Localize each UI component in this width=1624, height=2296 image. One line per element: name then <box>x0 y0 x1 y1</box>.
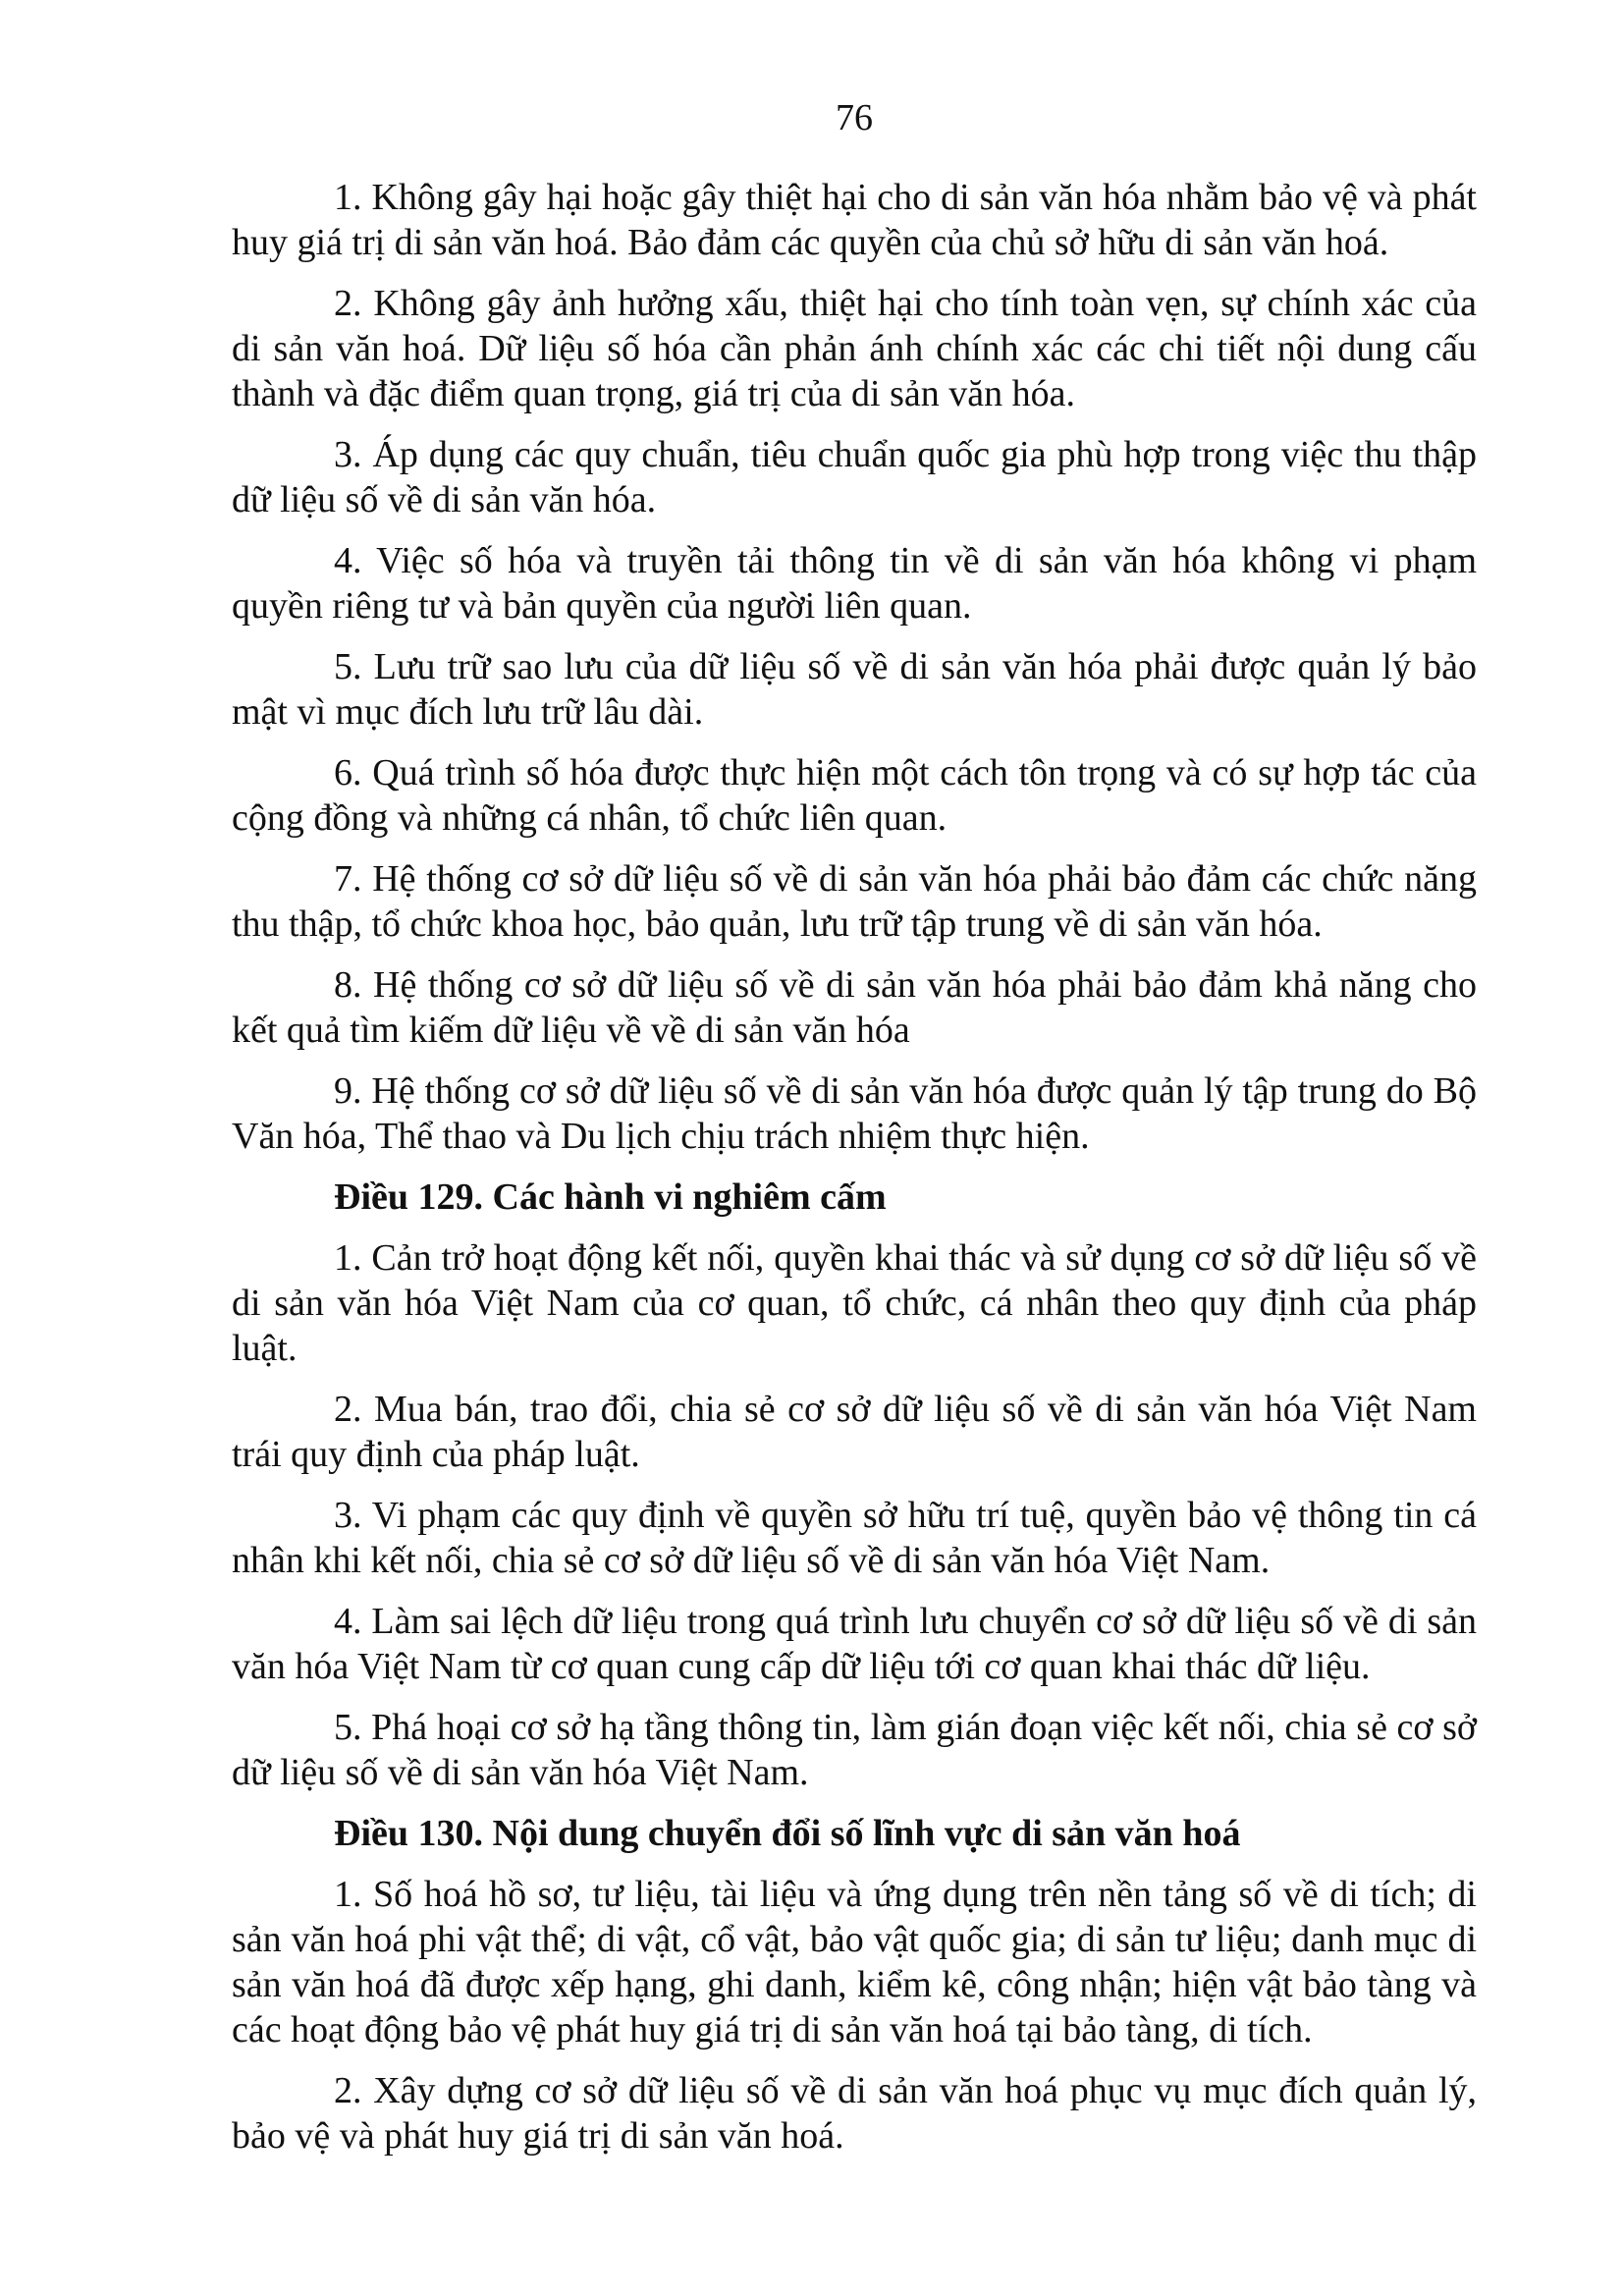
paragraph: 3. Vi phạm các quy định về quyền sở hữu trí tuệ, quyền bảo vệ thông tin cá nhân khi kết nối, chia sẻ cơ sở dữ liệu số về di sản văn hóa Việt Nam. <box>232 1495 1477 1581</box>
paragraph: 7. Hệ thống cơ sở dữ liệu số về di sản văn hóa phải bảo đảm các chức năng thu thập, tổ chức khoa học, bảo quản, lưu trữ tập trung về di sản văn hóa. <box>232 858 1477 945</box>
paragraph: 5. Lưu trữ sao lưu của dữ liệu số về di sản văn hóa phải được quản lý bảo mật vì mục đích lưu trữ lâu dài. <box>232 646 1477 733</box>
paragraph: 4. Làm sai lệch dữ liệu trong quá trình lưu chuyển cơ sở dữ liệu số về di sản văn hóa Việt Nam từ cơ quan cung cấp dữ liệu tới cơ quan khai thác dữ liệu. <box>232 1601 1477 1687</box>
paragraph: 1. Số hoá hồ sơ, tư liệu, tài liệu và ứng dụng trên nền tảng số về di tích; di sản văn hoá phi vật thể; di vật, cổ vật, bảo vật quốc gia; di sản tư liệu; danh mục di sản văn hoá đã được xếp hạng, ghi danh, kiểm kê, công nhận; hiện vật bảo tàng và các hoạt động bảo vệ phát huy giá trị di sản văn hoá tại bảo tàng, di tích. <box>232 1874 1477 2050</box>
paragraph: 1. Cản trở hoạt động kết nối, quyền khai thác và sử dụng cơ sở dữ liệu số về di sản văn hóa Việt Nam của cơ quan, tổ chức, cá nhân theo quy định của pháp luật. <box>232 1237 1477 1369</box>
paragraph: 2. Không gây ảnh hưởng xấu, thiệt hại cho tính toàn vẹn, sự chính xác của di sản văn hoá. Dữ liệu số hóa cần phản ánh chính xác các chi tiết nội dung cấu thành và đặc điểm quan trọng, giá trị của di sản văn hóa. <box>232 283 1477 414</box>
paragraph: 6. Quá trình số hóa được thực hiện một cách tôn trọng và có sự hợp tác của cộng đồng và những cá nhân, tổ chức liên quan. <box>232 752 1477 839</box>
article-heading: Điều 130. Nội dung chuyển đổi số lĩnh vực di sản văn hoá <box>334 1813 1241 1854</box>
paragraph: 1. Không gây hại hoặc gây thiệt hại cho di sản văn hóa nhằm bảo vệ và phát huy giá trị di sản văn hoá. Bảo đảm các quyền của chủ sở hữu di sản văn hoá. <box>232 177 1477 263</box>
paragraph: 3. Áp dụng các quy chuẩn, tiêu chuẩn quốc gia phù hợp trong việc thu thập dữ liệu số về di sản văn hóa. <box>232 434 1477 520</box>
page-number: 76 <box>836 97 873 138</box>
paragraph: 2. Mua bán, trao đổi, chia sẻ cơ sở dữ liệu số về di sản văn hóa Việt Nam trái quy định của pháp luật. <box>232 1389 1477 1475</box>
document-body <box>232 175 1477 2174</box>
paragraph: 2. Xây dựng cơ sở dữ liệu số về di sản văn hoá phục vụ mục đích quản lý, bảo vệ và phát huy giá trị di sản văn hoá. <box>232 2070 1477 2157</box>
paragraph: 5. Phá hoại cơ sở hạ tầng thông tin, làm gián đoạn việc kết nối, chia sẻ cơ sở dữ liệu số về di sản văn hóa Việt Nam. <box>232 1707 1477 1793</box>
paragraph: 9. Hệ thống cơ sở dữ liệu số về di sản văn hóa được quản lý tập trung do Bộ Văn hóa, Thể thao và Du lịch chịu trách nhiệm thực hiện. <box>232 1070 1477 1157</box>
paragraph: 4. Việc số hóa và truyền tải thông tin về di sản văn hóa không vi phạm quyền riêng tư và bản quyền của người liên quan. <box>232 540 1477 627</box>
paragraph: 8. Hệ thống cơ sở dữ liệu số về di sản văn hóa phải bảo đảm khả năng cho kết quả tìm kiếm dữ liệu về về di sản văn hóa <box>232 964 1477 1051</box>
article-heading: Điều 129. Các hành vi nghiêm cấm <box>334 1176 887 1218</box>
